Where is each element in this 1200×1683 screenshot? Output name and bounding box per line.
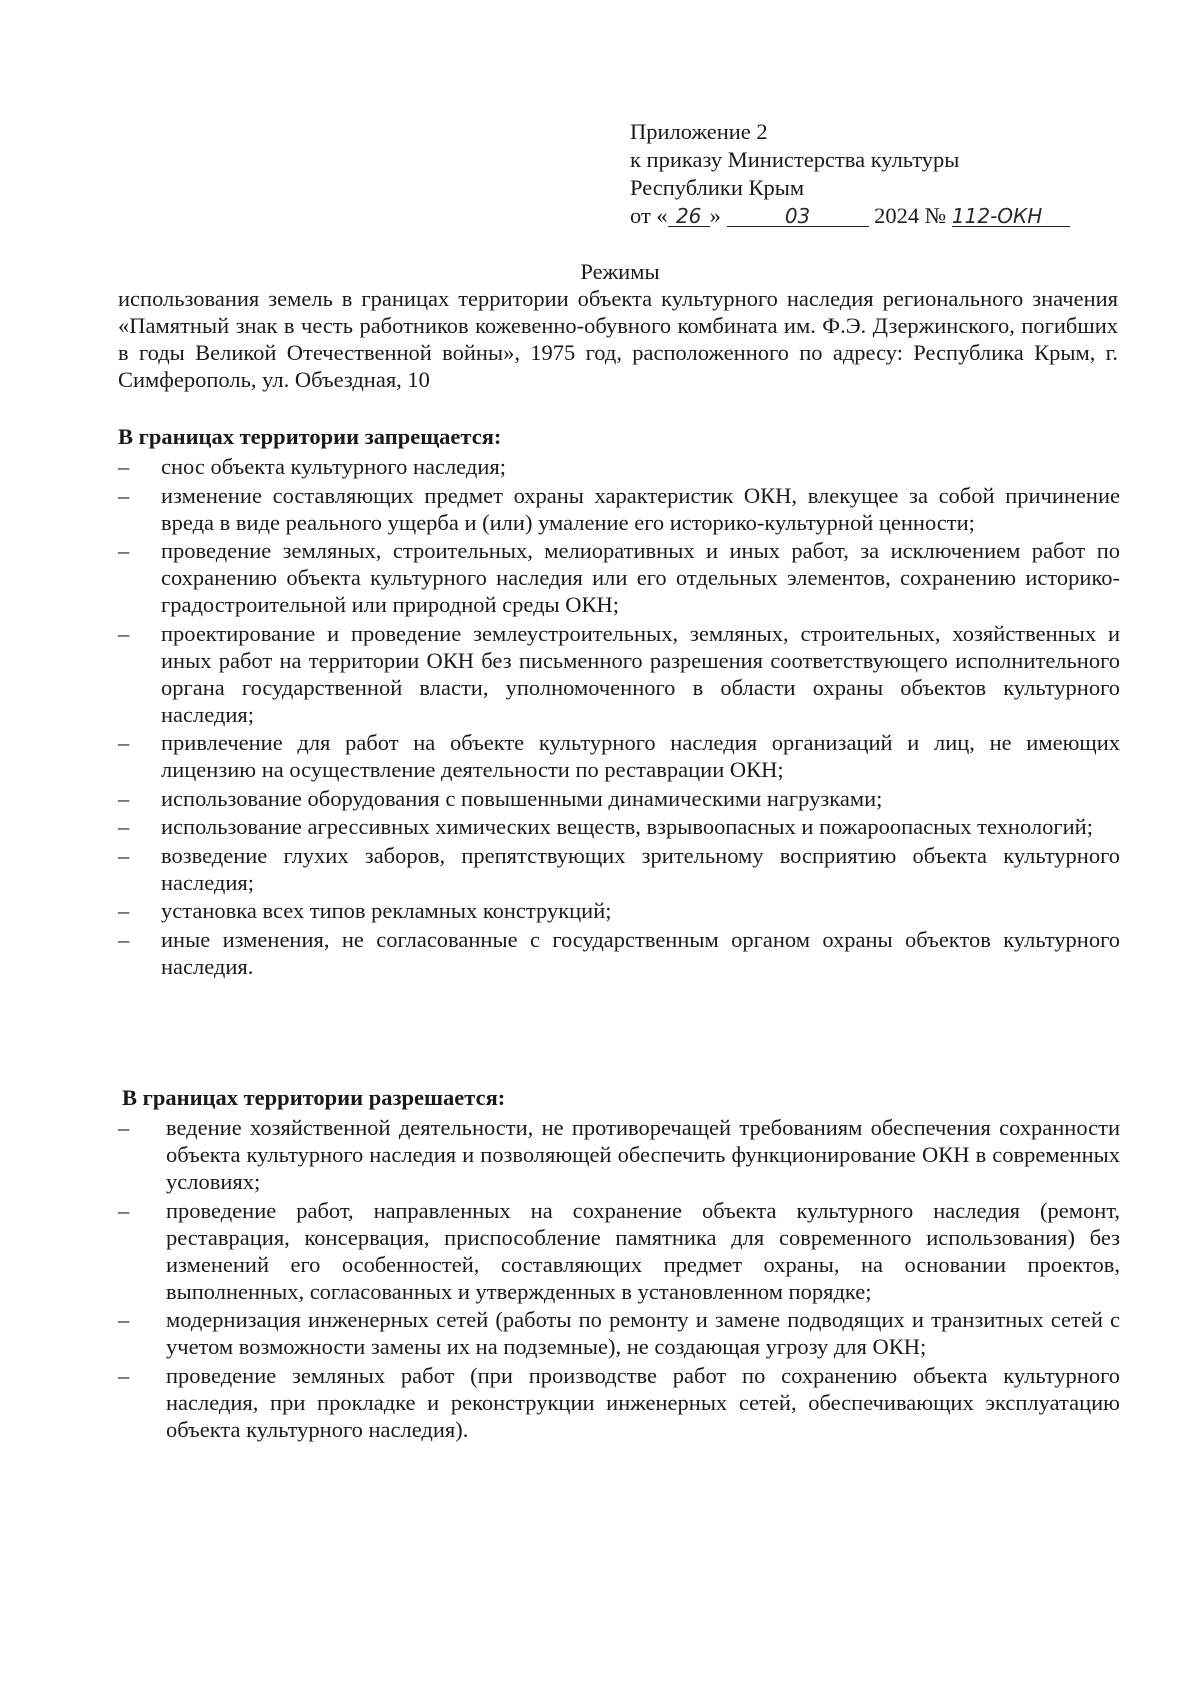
dash-bullet: – — [118, 1115, 130, 1140]
dash-bullet: – — [118, 1197, 130, 1223]
list-item — [118, 897, 1120, 924]
order-number-field — [952, 202, 1070, 227]
month-field — [727, 202, 869, 227]
appendix-header — [630, 118, 1070, 230]
list-item — [118, 1362, 1120, 1443]
list-item-text: ведение хозяйственной деятельности, не противоречащей требованиям обеспечения сохранности объекта культурного наследия и позволяющей обеспечить функционирование ОКН в современных условиях; — [166, 1115, 1120, 1194]
list-item — [118, 785, 1120, 812]
list-item-text: иные изменения, не согласованные с государственным органом охраны объектов культурного наследия. — [161, 926, 1120, 979]
list-item-text: проектирование и проведение землеустроительных, земляных, строительных, хозяйственных и иных работ на территории ОКН без письменного разрешения соответствующего исполнительного органа государственной власти, уполномоченного в области охраны объектов культурного наследия; — [161, 620, 1120, 727]
allowed-list — [118, 1114, 1120, 1443]
allowed-heading: В границах территории разрешается: — [122, 1085, 506, 1110]
list-item-text: использование агрессивных химических веществ, взрывоопасных и пожароопасных технологий; — [161, 814, 1093, 839]
list-item-text: использование оборудования с повышенными динамическими нагрузками; — [161, 785, 883, 811]
allowed-section — [118, 1084, 1120, 1444]
document-intro — [118, 285, 1118, 393]
dash-bullet: – — [118, 842, 130, 868]
dash-bullet: – — [118, 620, 130, 646]
list-item — [118, 537, 1120, 618]
list-item — [118, 842, 1120, 896]
dash-bullet: – — [118, 1362, 130, 1388]
list-item — [118, 482, 1120, 536]
handwritten-order-number: 112-ОКН — [951, 204, 1043, 228]
prohibited-section — [118, 423, 1120, 981]
prohibited-heading: В границах территории запрещается: — [118, 424, 502, 449]
list-item-text: привлечение для работ на объекте культурного наследия организаций и лиц, не имеющих лицензию на осуществление деятельности по реставрации ОКН; — [161, 730, 1120, 782]
appendix-line-1: Приложение 2 — [630, 119, 768, 144]
date-prefix: от « — [630, 203, 668, 228]
dash-bullet: – — [118, 785, 130, 811]
dash-bullet: – — [118, 482, 130, 508]
list-item — [118, 813, 1120, 840]
dash-bullet: – — [118, 814, 130, 839]
list-item-text: проведение земляных работ (при производстве работ по сохранению объекта культурного наследия, при прокладке и реконструкции инженерных сетей, обеспечивающих эксплуатацию объекта культурного наследия). — [166, 1362, 1120, 1442]
list-item — [118, 1306, 1120, 1360]
appendix-line-2: к приказу Министерства культуры — [630, 147, 960, 172]
handwritten-month: 03 — [784, 204, 811, 228]
list-item — [118, 620, 1120, 728]
handwritten-day: 26 — [675, 204, 702, 228]
list-item-text: установка всех типов рекламных конструкций; — [161, 898, 612, 923]
list-item-text: изменение составляющих предмет охраны характеристик ОКН, влекущее за собой причинение вреда в виде реального ущерба и (или) умаление его историко-культурной ценности; — [161, 482, 1120, 535]
dash-bullet: – — [118, 1307, 130, 1332]
prohibited-list — [118, 453, 1120, 980]
order-year: 2024 № — [874, 203, 947, 228]
list-item — [118, 1197, 1120, 1305]
dash-bullet: – — [118, 730, 130, 755]
list-item-text: возведение глухих заборов, препятствующих зрительному восприятию объекта культурного наследия; — [161, 842, 1120, 895]
appendix-line-3: Республики Крым — [630, 175, 805, 200]
date-mid: » — [709, 203, 721, 228]
document-title: Режимы — [580, 259, 660, 284]
list-item — [118, 926, 1120, 980]
dash-bullet: – — [118, 898, 130, 923]
list-item — [118, 1114, 1120, 1195]
list-item-text: проведение земляных, строительных, мелиоративных и иных работ, за исключением работ по сохранению объекта культурного наследия или его отдельных элементов, сохранению историко-градостроительной или природной среды ОКН; — [161, 538, 1120, 617]
order-date-line — [630, 202, 1070, 230]
list-item — [118, 453, 1120, 480]
day-field — [668, 202, 710, 227]
list-item-text: модернизация инженерных сетей (работы по ремонту и замене подводящих и транзитных сетей с учетом возможности замены их на подземные), не создающая угрозу для ОКН; — [166, 1307, 1120, 1359]
list-item-text: снос объекта культурного наследия; — [161, 454, 506, 479]
dash-bullet: – — [118, 538, 130, 563]
list-item-text: проведение работ, направленных на сохранение объекта культурного наследия (ремонт, реставрация, консервация, приспособление памятника для современного использования) без изменений его особенностей, составляющих предмет охраны, на основании проектов, выполненных, согласованных и утвержденных в установленном порядке; — [166, 1197, 1120, 1304]
dash-bullet: – — [118, 926, 130, 952]
dash-bullet: – — [118, 454, 130, 479]
list-item — [118, 729, 1120, 783]
intro-text: использования земель в границах территории объекта культурного наследия регионального значения «Памятный знак в честь работников кожевенно-обувного комбината им. Ф.Э. Дзержинского, погибших в годы Великой Отечественной войны», 1975 год, расположенного по адресу: Республика Крым, г. Симферополь, ул. Объездная, 10 — [118, 286, 1118, 392]
